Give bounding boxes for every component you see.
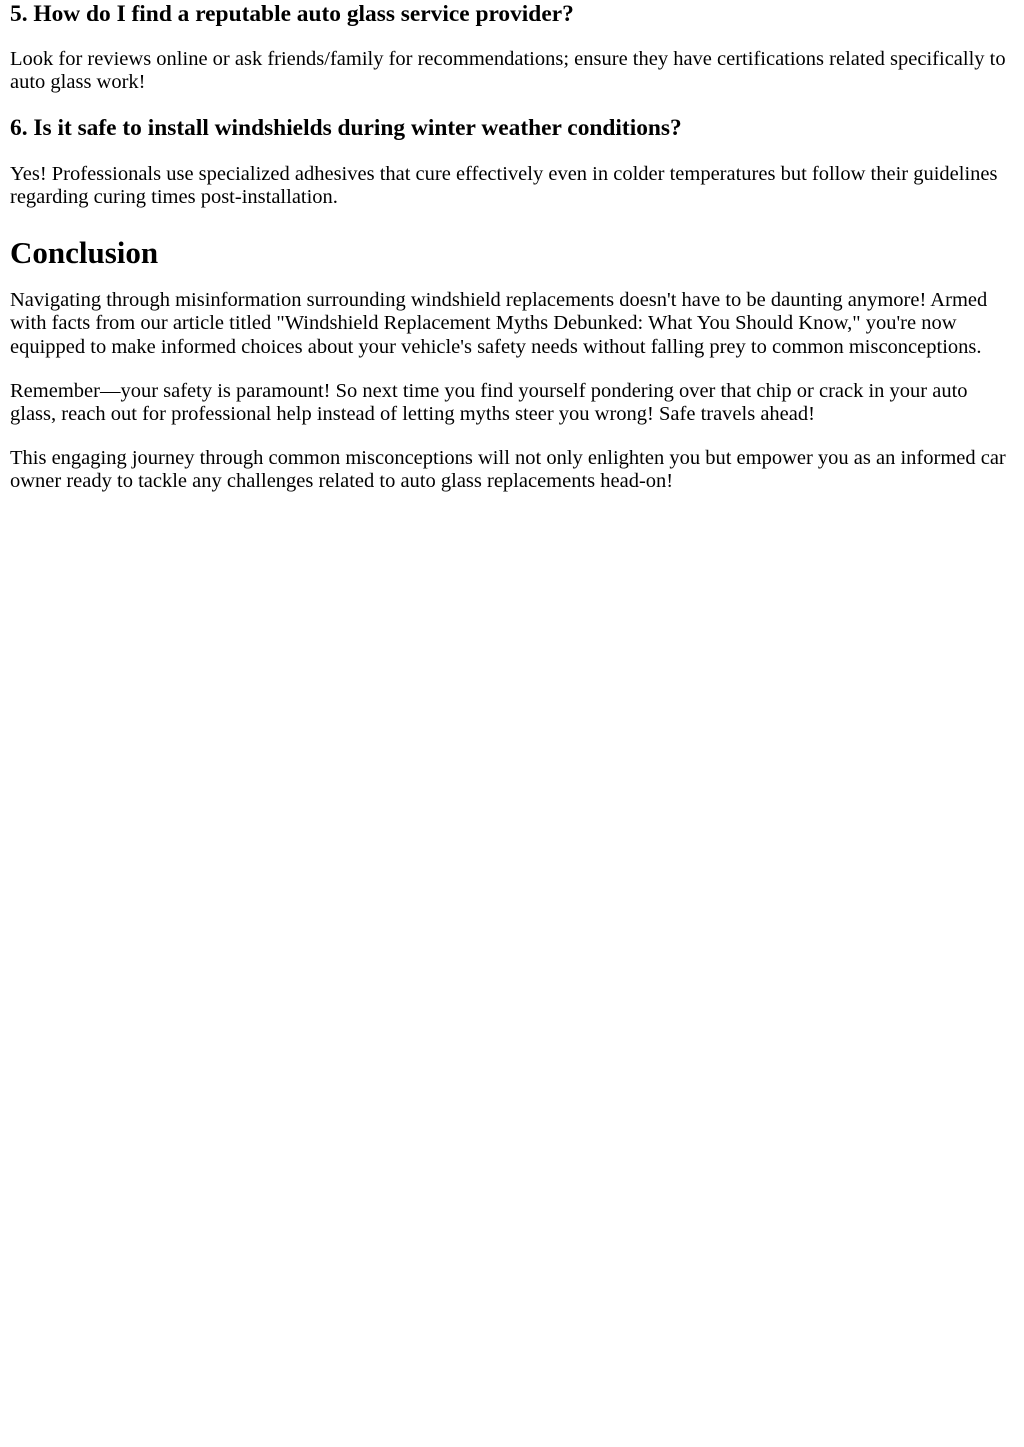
conclusion-paragraph-1: Navigating through misinformation surrounding windshield replacements doesn't have to be daunting anymore! Armed with facts from our article titled "Windshield Replacement Myths Debunked: What You Should Know," you're now equipped to make informed choices about your vehicle's safety needs without falling prey to common misconceptions. (10, 289, 988, 358)
faq-answer-5: Look for reviews online or ask friends/family for recommendations; ensure they have certifications related specifically to auto glass work! (10, 47, 1006, 94)
article-body (0, 1, 1024, 494)
conclusion-paragraph-3: This engaging journey through common misconceptions will not only enlighten you but empower you as an informed car owner ready to tackle any challenges related to auto glass replacements head-on! (10, 447, 1006, 493)
faq-question-5: 5. How do I find a reputable auto glass service provider? (10, 1, 574, 27)
conclusion-heading: Conclusion (10, 234, 159, 270)
faq-question-6: 6. Is it safe to install windshields during winter weather conditions? (10, 115, 682, 142)
conclusion-paragraph-2: Remember—your safety is paramount! So next time you find yourself pondering over that chip or crack in your auto glass, reach out for professional help instead of letting myths steer you wrong! Safe travels ahead! (10, 379, 968, 426)
faq-answer-6: Yes! Professionals use specialized adhesives that cure effectively even in colder temperatures but follow their guidelines regarding curing times post-installation. (10, 163, 998, 209)
